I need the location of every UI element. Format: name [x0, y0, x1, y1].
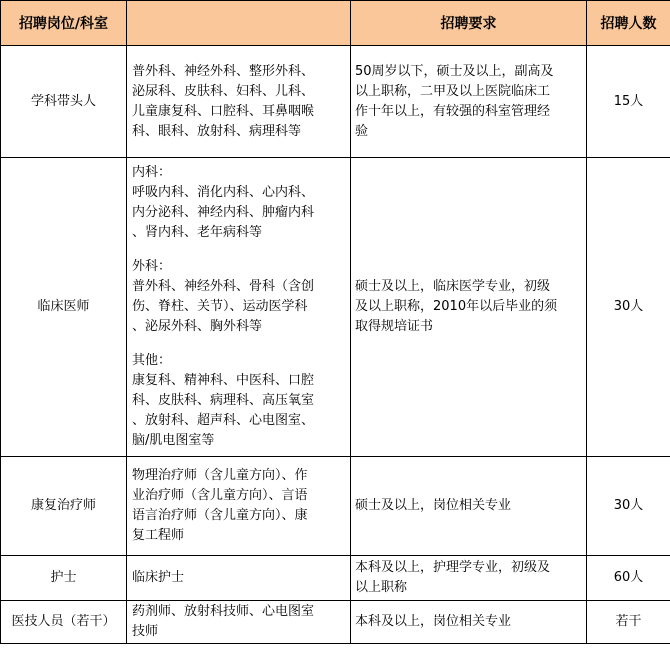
- group-spacer: [132, 337, 345, 351]
- dept-line: 呼吸内科、消化内科、心内科、: [132, 185, 315, 200]
- req-line: 本科及以上，岗位相关专业: [355, 614, 512, 629]
- group-title: 内科：: [132, 165, 172, 180]
- dept-line: 儿童康复科、口腔科、耳鼻咽喉: [132, 103, 315, 119]
- req-line: 以上职称，二甲及以上医院临床工: [355, 83, 551, 99]
- requirement-cell: [351, 556, 587, 601]
- header-position: 招聘岗位/科室: [1, 1, 127, 46]
- dept-line: 业治疗师（含儿童方向）、言语: [132, 488, 308, 503]
- dept-line: 、泌尿外科、胸外科等: [132, 319, 263, 334]
- requirement-cell: [351, 457, 587, 556]
- dept-line: 伤、脊柱、关节）、运动医学科: [132, 299, 308, 314]
- header-count: 招聘人数: [587, 1, 670, 46]
- dept-line: 普外科、神经外科、整形外科、: [132, 63, 315, 79]
- position-cell: 护士: [1, 556, 127, 601]
- group-title: 外科：: [132, 259, 172, 274]
- departments-cell: [127, 457, 351, 556]
- departments-cell: [127, 46, 351, 158]
- req-line: 验: [355, 123, 369, 139]
- group-title: 其他：: [132, 353, 172, 368]
- req-line: 硕士及以上，临床医学专业，初级: [355, 279, 551, 294]
- dept-line: 物理治疗师（含儿童方向）、作: [132, 468, 308, 483]
- departments-cell: [127, 556, 351, 601]
- count-cell: 15人: [587, 46, 670, 158]
- dept-line: 科、眼科、放射科、病理科等: [132, 123, 302, 139]
- req-line: 及以上职称，2010年以后毕业的须: [355, 299, 558, 314]
- requirement-cell: [351, 46, 587, 158]
- dept-line: 、肾内科、老年病科等: [132, 225, 263, 240]
- dept-line: 泌尿科、皮肤科、妇科、儿科、: [132, 83, 315, 99]
- table-row: [1, 601, 670, 644]
- table-row: [1, 158, 670, 457]
- table-row: [1, 457, 670, 556]
- position-cell: 医技人员（若干）: [1, 601, 127, 644]
- dept-line: 临床护士: [132, 570, 185, 585]
- count-cell: 若干: [587, 601, 670, 644]
- position-cell: 康复治疗师: [1, 457, 127, 556]
- dept-line: 药剂师、放射科技师、心电图室: [132, 604, 315, 619]
- dept-line: 技师: [132, 624, 159, 639]
- table-row: [1, 46, 670, 158]
- departments-cell: [127, 158, 351, 457]
- req-line: 本科及以上，护理学专业，初级及: [355, 560, 551, 575]
- dept-line: 脑/肌电图室等: [132, 433, 215, 448]
- requirement-cell: [351, 601, 587, 644]
- departments-cell: [127, 601, 351, 644]
- dept-line: 普外科、神经外科、骨科（含创: [132, 279, 315, 294]
- req-line: 硕士及以上，岗位相关专业: [355, 498, 512, 513]
- req-line: 作十年以上，有较强的科室管理经: [355, 103, 551, 119]
- dept-line: 、放射科、超声科、心电图室、: [132, 413, 315, 428]
- header-row: [1, 1, 670, 46]
- position-cell: 学科带头人: [1, 46, 127, 158]
- count-cell: 30人: [587, 158, 670, 457]
- count-cell: 30人: [587, 457, 670, 556]
- req-line: 以上职称: [355, 580, 408, 595]
- req-line: 50周岁以下，硕士及以上，副高及: [355, 63, 554, 79]
- position-cell: 临床医师: [1, 158, 127, 457]
- dept-line: 复工程师: [132, 528, 185, 543]
- dept-line: 语言治疗师（含儿童方向）、康: [132, 508, 308, 523]
- header-departments: [127, 1, 351, 46]
- header-requirement: 招聘要求: [351, 1, 587, 46]
- dept-line: 科、皮肤科、病理科、高压氧室: [132, 393, 315, 408]
- table-row: [1, 556, 670, 601]
- count-cell: 60人: [587, 556, 670, 601]
- dept-line: 内分泌科、神经内科、肿瘤内科: [132, 205, 315, 220]
- dept-line: 康复科、精神科、中医科、口腔: [132, 373, 315, 388]
- req-line: 取得规培证书: [355, 319, 434, 334]
- requirement-cell: [351, 158, 587, 457]
- group-spacer: [132, 243, 345, 257]
